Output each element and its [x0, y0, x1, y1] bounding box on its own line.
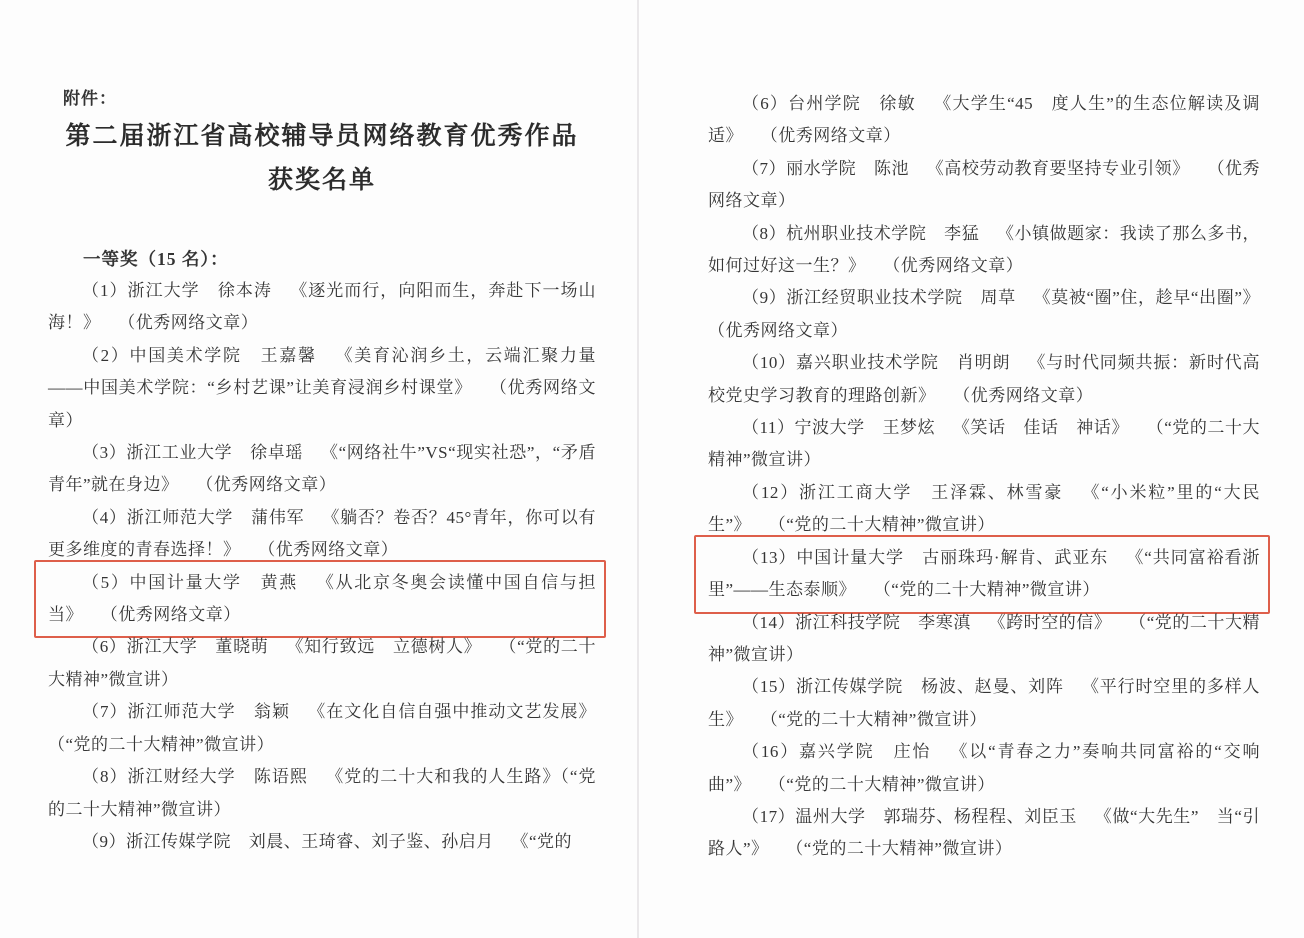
award-item: （2）中国美术学院 王嘉馨 《美育沁润乡土，云端汇聚力量——中国美术学院：“乡村艺课”让美育浸润乡村课堂》 （优秀网络文章） [48, 345, 596, 430]
highlight-box-item-5 [34, 560, 606, 639]
page-1 [48, 84, 596, 858]
award-item: （7）浙江师范大学 翁颖 《在文化自信自强中推动文艺发展》（“党的二十大精神”微宣讲） [48, 702, 596, 754]
award-item: （4）浙江师范大学 蒲伟军 《躺否？卷否？45°青年，你可以有更多维度的青春选择！》 （优秀网络文章） [48, 507, 596, 560]
title-line-1: 第二届浙江省高校辅导员网络教育优秀作品 [65, 123, 579, 150]
award-item: （8）浙江财经大学 陈语熙 《党的二十大和我的人生路》（“党的二十大精神”微宣讲） [48, 767, 596, 819]
award-item: （1）浙江大学 徐本涛 《逐光而行，向阳而生，奔赴下一场山海！》 （优秀网络文章） [48, 281, 596, 333]
award-item: （15）浙江传媒学院 杨波、赵曼、刘阵 《平行时空里的多样人生》 （“党的二十大精神”微宣讲） [708, 677, 1260, 729]
award-item: （6）台州学院 徐敏 《大学生“45 度人生”的生态位解读及调适》 （优秀网络文章） [708, 94, 1260, 146]
award-item: （6）浙江大学 董晓萌 《知行致远 立德树人》 （“党的二十大精神”微宣讲） [48, 637, 596, 689]
award-item: （3）浙江工业大学 徐卓瑶 《“网络社牛”VS“现实社恐”，“矛盾青年”就在身边》 （优秀网络文章） [48, 443, 596, 495]
document-title [48, 115, 596, 203]
award-item: （16）嘉兴学院 庄怡 《以“青春之力”奏响共同富裕的“交响曲”》 （“党的二十大精神”微宣讲） [708, 742, 1260, 794]
section-heading: 一等奖（15 名）： [83, 249, 229, 269]
award-item: （7）丽水学院 陈池 《高校劳动教育要坚持专业引领》 （优秀网络文章） [708, 158, 1260, 211]
award-item: （12）浙江工商大学 王泽霖、林雪豪 《“小米粒”里的“大民生”》 （“党的二十大精神”微宣讲） [708, 482, 1260, 535]
title-line-2: 获奖名单 [267, 167, 376, 194]
award-item: （9）浙江传媒学院 刘晨、王琦睿、刘子鉴、孙启月 《“党的 [82, 831, 573, 851]
award-item: （10）嘉兴职业技术学院 肖明朗 《与时代同频共振：新时代高校党史学习教育的理路创新》 （优秀网络文章） [708, 353, 1260, 405]
award-item: （14）浙江科技学院 李寒滇 《跨时空的信》 （“党的二十大精神”微宣讲） [708, 612, 1260, 664]
highlight-box-item-13 [694, 535, 1270, 614]
award-item-highlighted: （13）中国计量大学 古丽珠玛·解肯、武亚东 《“共同富裕看浙里”——生态泰顺》 （“党的二十大精神”微宣讲） [708, 547, 1260, 600]
award-item: （17）温州大学 郭瑞芬、杨程程、刘臣玉 《做“大先生” 当“引路人”》 （“党的二十大精神”微宣讲） [708, 806, 1260, 859]
award-item: （8）杭州职业技术学院 李猛 《小镇做题家：我读了那么多书，如何过好这一生？》 （优秀网络文章） [708, 223, 1260, 276]
page-divider [637, 0, 639, 938]
award-item: （11）宁波大学 王梦炫 《笑话 佳话 神话》 （“党的二十大精神”微宣讲） [708, 418, 1260, 470]
award-item: （9）浙江经贸职业技术学院 周草 《莫被“圈”住，趁早“出圈”》（优秀网络文章） [708, 288, 1260, 340]
attachment-label: 附件： [63, 89, 117, 108]
page-2 [708, 88, 1260, 866]
award-item-highlighted: （5）中国计量大学 黄燕 《从北京冬奥会读懂中国自信与担当》 （优秀网络文章） [48, 572, 596, 625]
